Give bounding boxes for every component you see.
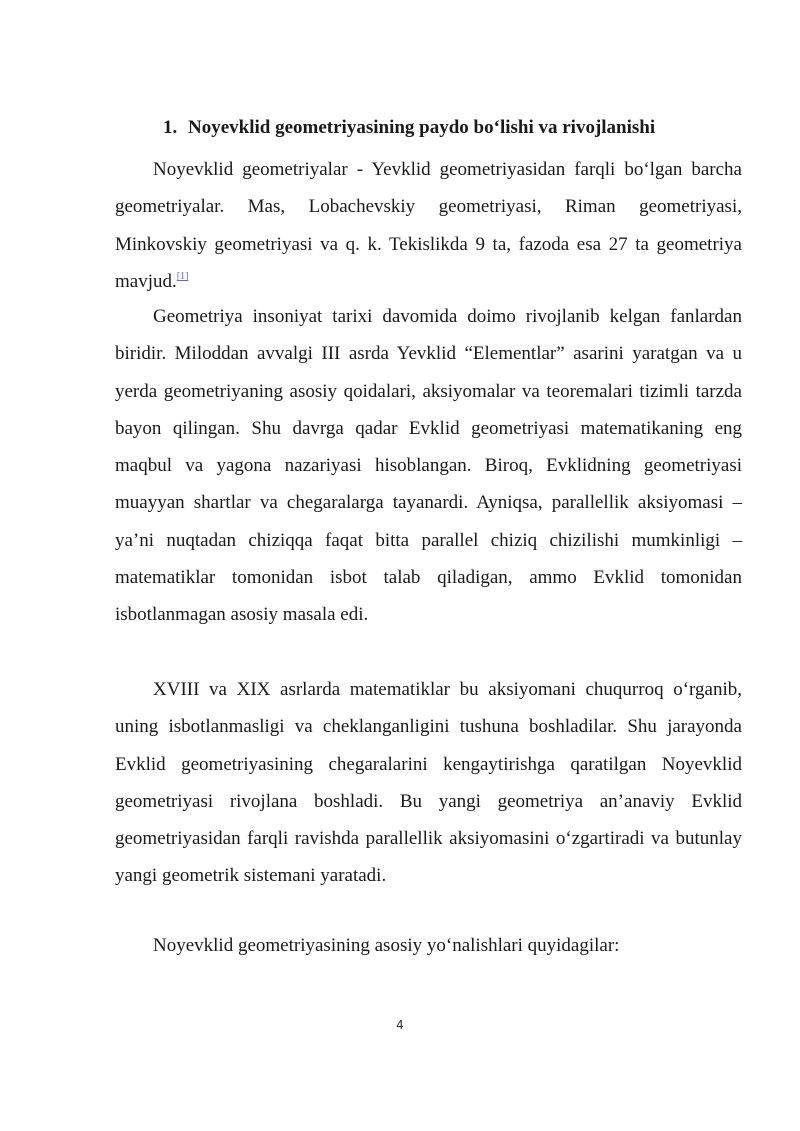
footnote-reference-link[interactable]: [1] <box>176 270 189 282</box>
page-number: 4 <box>396 1018 404 1032</box>
paragraph-2: Geometriya insoniyat tarixi davomida doimo rivojlanib kelgan fanlardan biridir. Miloddan avvalgi III asrda Yevklid “Elementlar” asarini yaratgan va u yerda geometriyaning asosiy qoidalari, aksiyomalar va teoremalari tizimli tarzda bayon qilingan. Shu davrga qadar Evklid geometriyasi matematikaning eng maqbul va yagona nazariyasi hisoblangan. Biroq, Evklidning geometriyasi muayyan shartlar va chegaralarga tayanardi. Ayniqsa, parallellik aksiyomasi – ya’ni nuqtadan chiziqqa faqat bitta parallel chiziq chizilishi mumkinligi – matematiklar tomonidan isbot talab qiladigan, ammo Evklid tomonidan isbotlanmagan asosiy masala edi. <box>115 306 742 626</box>
section-number: 1. <box>163 117 178 138</box>
paragraph-4: Noyevklid geometriyasining asosiy yo‘nalishlari quyidagilar: <box>153 935 620 956</box>
section-heading <box>163 115 655 141</box>
section-title: Noyevklid geometriyasining paydo bo‘lishi va rivojlanishi <box>188 117 656 138</box>
paragraph-3: XVIII va XIX asrlarda matematiklar bu aksiyomani chuqurroq o‘rganib, uning isbotlanmasligi va cheklanganligini tushuna boshladilar. Shu jarayonda Evklid geometriyasining chegaralarini kengaytirishga qaratilgan Noyevklid geometriyasi rivojlana boshladi. Bu yangi geometriya an’anaviy Evklid geometriyasidan farqli ravishda parallellik aksiyomasini o‘zgartiradi va butunlay yangi geometrik sistemani yaratadi. <box>115 679 742 887</box>
paragraph-1 <box>115 151 742 300</box>
paragraph-1-text: Noyevklid geometriyalar - Yevklid geometriyasidan farqli bo‘lgan barcha geometriyalar. Mas, Lobachevskiy geometriyasi, Riman geometriyasi, Minkovskiy geometriyasi va q. k. Tekislikda 9 ta, fazoda esa 27 ta geometriya mavjud. <box>115 159 742 292</box>
